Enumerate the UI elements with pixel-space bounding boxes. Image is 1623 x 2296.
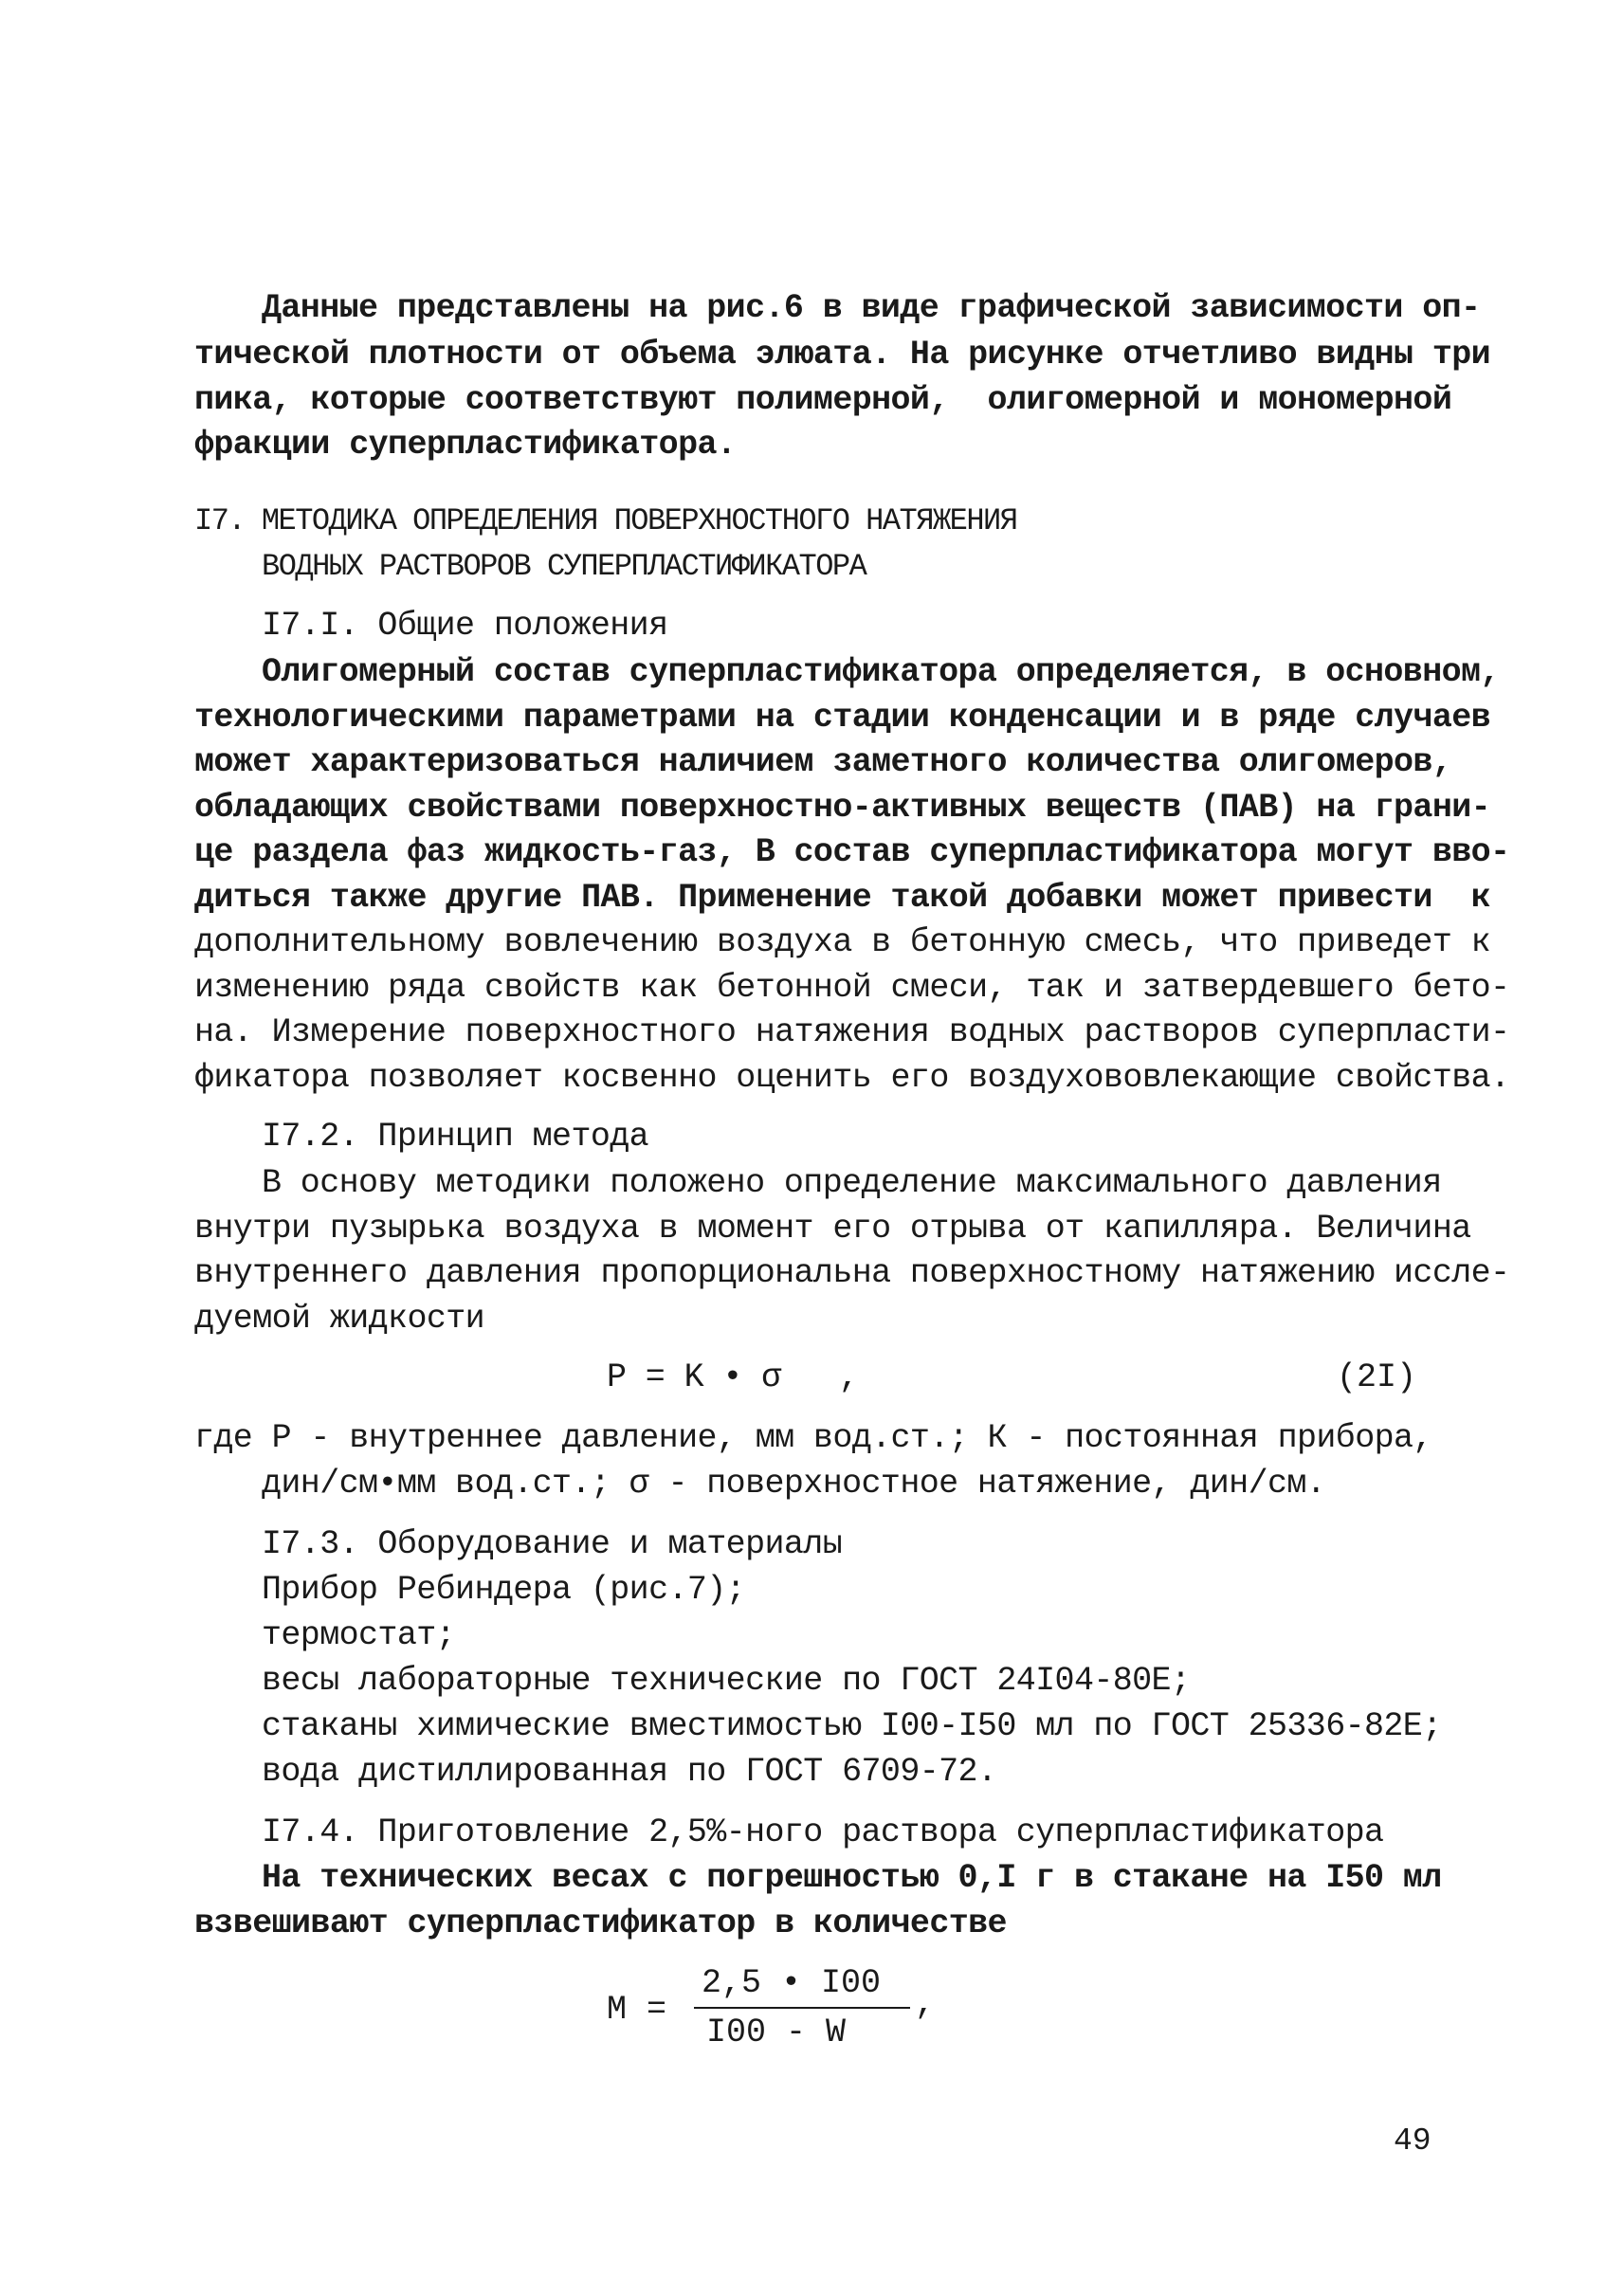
paragraph-line: технологическими параметрами на стадии конденсации и в ряде случаев bbox=[194, 699, 1491, 737]
paragraph-line: на. Измерение поверхностного натяжения водных растворов суперпласти- bbox=[194, 1013, 1510, 1051]
equation: P = K • σ , bbox=[607, 1358, 859, 1396]
paragraph-line: дополнительному вовлечению воздуха в бетонную смесь, что приведет к bbox=[194, 923, 1491, 961]
paragraph-line: це раздела фаз жидкость-газ, В состав суперпластификатора могут вво- bbox=[194, 833, 1510, 871]
list-item: стаканы химические вместимостью I00-I50 мл по ГОСТ 25336-82Е; bbox=[262, 1707, 1442, 1745]
formula-lhs: M = bbox=[607, 1991, 667, 2029]
paragraph-line: фикатора позволяет косвенно оценить его воздухововлекающие свойства. bbox=[194, 1059, 1510, 1097]
subsection-title: I7.4. Приготовление 2,5%-ного раствора суперпластификатора bbox=[262, 1813, 1384, 1851]
list-item: вода дистиллированная по ГОСТ 6709-72. bbox=[262, 1753, 997, 1791]
page-number: 49 bbox=[1394, 2123, 1432, 2159]
list-item: термостат; bbox=[262, 1616, 456, 1654]
subsection-title: I7.I. Общие положения bbox=[262, 607, 668, 645]
paragraph-line: дуемой жидкости bbox=[194, 1300, 485, 1338]
subsection-title: I7.3. Оборудование и материалы bbox=[262, 1525, 843, 1563]
section-heading: I7. МЕТОДИКА ОПРЕДЕЛЕНИЯ ПОВЕРХНОСТНОГО НАТЯЖЕНИЯ bbox=[194, 503, 1017, 538]
list-item: весы лабораторные технические по ГОСТ 24I04-80Е; bbox=[262, 1662, 1191, 1700]
equation-number: (2I) bbox=[1337, 1358, 1417, 1396]
paragraph-line: взвешивают суперпластификатор в количестве bbox=[194, 1904, 1007, 1942]
section-heading: ВОДНЫХ РАСТВОРОВ СУПЕРПЛАСТИФИКАТОРА bbox=[262, 549, 866, 584]
formula-numerator: 2,5 • I00 bbox=[702, 1964, 882, 2002]
subsection-title: I7.2. Принцип метода bbox=[262, 1118, 649, 1156]
list-item: Прибор Ребиндера (рис.7); bbox=[262, 1571, 746, 1609]
paragraph-line: внутри пузырька воздуха в момент его отрыва от капилляра. Величина bbox=[194, 1210, 1471, 1248]
paragraph-line: тической плотности от объема элюата. На рисунке отчетливо видны три bbox=[194, 336, 1491, 374]
paragraph-line: внутреннего давления пропорциональна поверхностному натяжению иссле- bbox=[194, 1254, 1510, 1292]
paragraph-line: дин/см•мм вод.ст.; σ - поверхностное натяжение, дин/см. bbox=[262, 1465, 1326, 1503]
paragraph-line: пика, которые соответствуют полимерной, олигомерной и мономерной bbox=[194, 381, 1452, 419]
paragraph-line: В основу методики положено определение максимального давления bbox=[262, 1164, 1442, 1202]
paragraph-line: фракции суперпластификатора. bbox=[194, 426, 737, 464]
formula bbox=[607, 1964, 948, 2068]
fraction-bar bbox=[694, 2007, 910, 2009]
paragraph-line: Олигомерный состав суперпластификатора определяется, в основном, bbox=[262, 653, 1500, 691]
formula-comma: , bbox=[915, 1985, 936, 2023]
paragraph-line: Данные представлены на рис.6 в виде графической зависимости оп- bbox=[262, 289, 1481, 327]
formula-denominator: I00 - W bbox=[706, 2014, 847, 2051]
paragraph-line: На технических весах с погрешностью 0,I г в стакане на I50 мл bbox=[262, 1859, 1442, 1897]
paragraph-line: обладающих свойствами поверхностно-активных веществ (ПАВ) на грани- bbox=[194, 789, 1491, 827]
paragraph-line: где P - внутреннее давление, мм вод.ст.; К - постоянная прибора, bbox=[194, 1419, 1432, 1457]
paragraph-line: изменению ряда свойств как бетонной смеси, так и затвердевшего бето- bbox=[194, 969, 1510, 1007]
paragraph-line: диться также другие ПАВ. Применение такой добавки может привести к bbox=[194, 879, 1491, 917]
paragraph-line: может характеризоваться наличием заметного количества олигомеров, bbox=[194, 743, 1452, 781]
